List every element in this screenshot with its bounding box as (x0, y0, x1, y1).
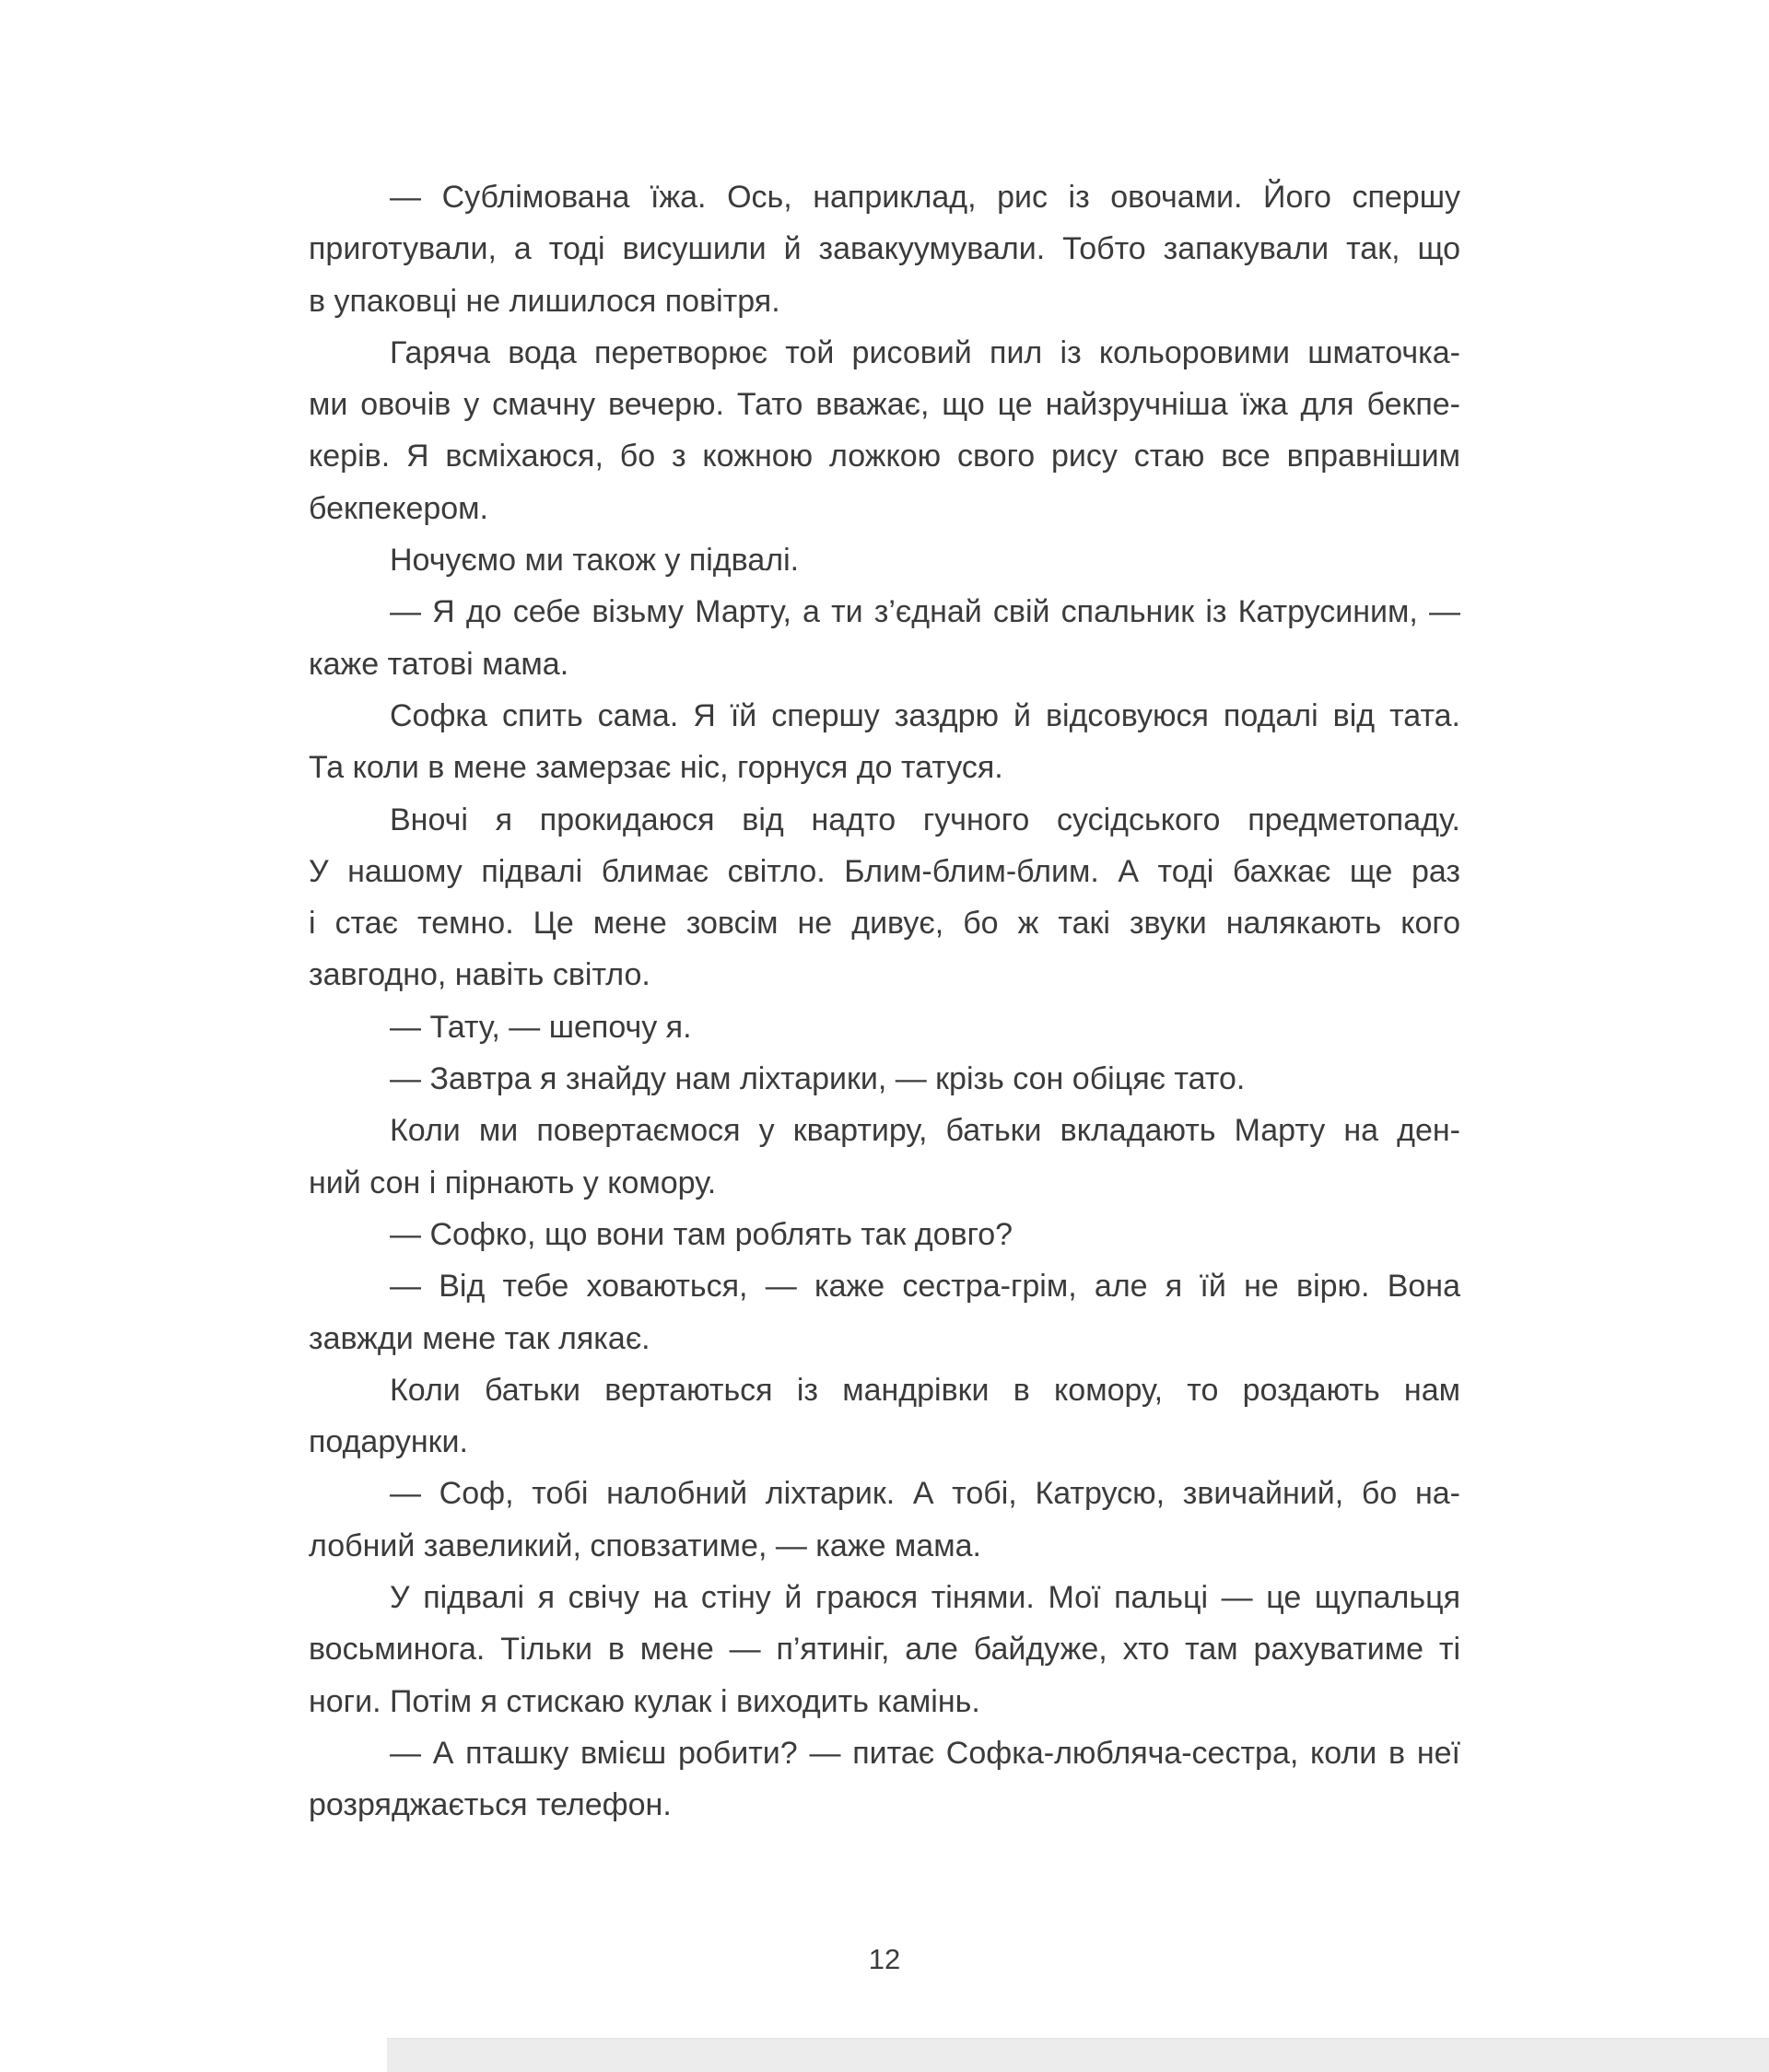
text-line: — Сублімована їжа. Ось, наприклад, рис із овочами. Його спершу (390, 180, 1460, 215)
text-line: Софка спить сама. Я їй спершу заздрю й відсовуюся подалі від тата. (390, 697, 1460, 733)
text-block (309, 171, 1460, 1832)
text-line: ми овочів у смачну вечерю. Тато вважає, що це найзручніша їжа для бекпе- (309, 387, 1460, 423)
text-line: — Завтра я знайду нам ліхтарики, — крізь сон обіцяє тато. (390, 1061, 1246, 1097)
text-line: бекпекером. (309, 490, 489, 526)
text-line: і стає темно. Це мене зовсім не дивує, бо ж такі звуки налякають кого (309, 906, 1460, 942)
text-line: завгодно, навіть світло. (309, 957, 650, 993)
text-line: — Тату, — шепочу я. (390, 1009, 692, 1045)
text-line: — А пташку вмієш робити? — питає Софка-любляча-сестра, коли в неї (390, 1735, 1460, 1771)
text-line: — Я до себе візьму Марту, а ти з’єднай свій спальник із Катрусиним, — (390, 594, 1460, 630)
text-line: Ночуємо ми також у підвалі. (390, 543, 800, 579)
text-line: Коли батьки вертаються із мандрівки в комору, то роздають нам (390, 1372, 1460, 1408)
text-line: в упаковці не лишилося повітря. (309, 283, 780, 319)
text-line: У підвалі я свічу на стіну й граюся тінями. Мої пальці — це щупальця (390, 1580, 1460, 1616)
text-line: подарунки. (309, 1424, 468, 1460)
text-line: приготували, а тоді висушили й завакуумували. Тобто запакували так, що (309, 231, 1460, 267)
text-line: — Соф, тобі налобний ліхтарик. А тобі, Катрусю, звичайний, бо на- (390, 1476, 1460, 1512)
viewer-bottom-bar (387, 2038, 1769, 2072)
text-line: ноги. Потім я стискаю кулак і виходить камінь. (309, 1683, 980, 1719)
text-line: ний сон і пірнають у комору. (309, 1165, 717, 1200)
text-line: Та коли в мене замерзає ніс, горнуся до татуся. (309, 750, 1003, 786)
text-line: — Софко, що вони там роблять так довго? (390, 1216, 1013, 1252)
text-line: Коли ми повертаємося у квартиру, батьки вкладають Марту на ден- (390, 1113, 1460, 1149)
text-line: Гаряча вода перетворює той рисовий пил із кольоровими шматочка- (390, 334, 1460, 370)
page-number: 12 (868, 1943, 901, 1975)
text-line: керів. Я всміхаюся, бо з кожною ложкою свого рису стаю все вправнішим (309, 439, 1460, 474)
text-line: У нашому підвалі блимає світло. Блим-блим-блим. А тоді бахкає ще раз (309, 853, 1460, 889)
text-line: каже татові мама. (309, 646, 569, 682)
text-line: лобний завеликий, сповзатиме, — каже мама. (309, 1528, 981, 1563)
text-line: Вночі я прокидаюся від надто гучного сусідського предметопаду. (390, 802, 1460, 837)
text-line: завжди мене так лякає. (309, 1320, 650, 1356)
text-line: — Від тебе ховаються, — каже сестра-грім, але я їй не вірю. Вона (390, 1269, 1460, 1305)
text-line: восьминога. Тільки в мене — п’ятиніг, але байдуже, хто там рахуватиме ті (309, 1632, 1460, 1668)
text-line: розряджається телефон. (309, 1787, 672, 1823)
